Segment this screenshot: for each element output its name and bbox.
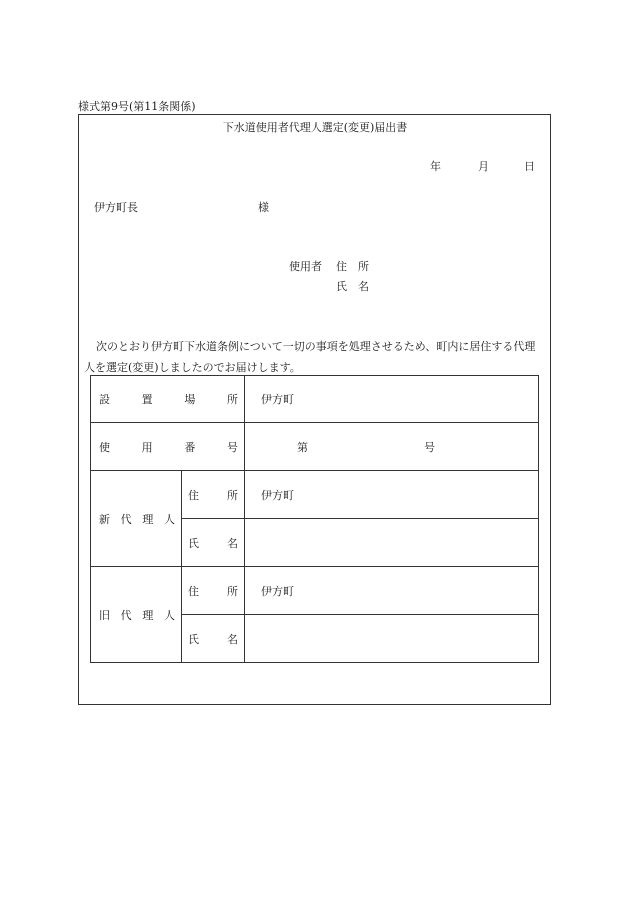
- new-agent-label: 新 代 理 人: [99, 512, 175, 526]
- new-agent-name-label-cell: [182, 519, 245, 567]
- date-day-label: 日: [524, 160, 535, 173]
- new-agent-name-label: 氏 名: [188, 536, 238, 550]
- form-number: 様式第9号(第11条関係): [78, 100, 196, 113]
- applicant-address-label: 住 所: [336, 260, 369, 273]
- new-agent-address-label-cell: [182, 471, 245, 519]
- table-row-old-agent-address: [91, 567, 539, 615]
- usage-number-prefix: 第: [297, 440, 308, 454]
- old-agent-name-label-cell: [182, 615, 245, 663]
- applicant-name-label: 氏 名: [336, 280, 369, 293]
- form-title: 下水道使用者代理人選定(変更)届出書: [222, 121, 408, 134]
- location-label: 設 置 場 所: [99, 393, 238, 406]
- table-row-new-agent-address: [91, 471, 539, 519]
- usage-number-suffix: 号: [424, 440, 435, 454]
- old-agent-name-label: 氏 名: [188, 632, 238, 646]
- usage-number-label: 使 用 番 号: [99, 440, 238, 454]
- usage-number-value[interactable]: [245, 423, 539, 471]
- table-row-location: [91, 376, 539, 423]
- new-agent-address-label: 住 所: [188, 488, 238, 502]
- body-paragraph: 次のとおり伊方町下水道条例について一切の事項を処理させるため、町内に居住する代理人を選定(変更)しましたのでお届けします。: [84, 340, 536, 374]
- new-agent-name-value[interactable]: [245, 519, 539, 567]
- table-row-usage-number: [91, 423, 539, 471]
- new-agent-address-value[interactable]: 伊方町: [245, 471, 539, 519]
- old-agent-name-value[interactable]: [245, 615, 539, 663]
- date-month-label: 月: [478, 160, 489, 173]
- application-table: [90, 375, 539, 663]
- usage-number-label-cell: [91, 423, 245, 471]
- old-agent-label: 旧 代 理 人: [99, 608, 175, 622]
- old-agent-address-label-cell: [182, 567, 245, 615]
- addressee-honorific: 様: [258, 201, 269, 214]
- applicant-label: 使用者: [289, 260, 322, 273]
- location-value[interactable]: 伊方町: [245, 376, 539, 423]
- new-agent-label-cell: [91, 471, 182, 567]
- date-year-label: 年: [430, 160, 441, 173]
- old-agent-label-cell: [91, 567, 182, 663]
- location-label-cell: [91, 376, 245, 423]
- old-agent-address-value[interactable]: 伊方町: [245, 567, 539, 615]
- old-agent-address-label: 住 所: [188, 584, 238, 598]
- addressee-name: 伊方町長: [94, 201, 138, 214]
